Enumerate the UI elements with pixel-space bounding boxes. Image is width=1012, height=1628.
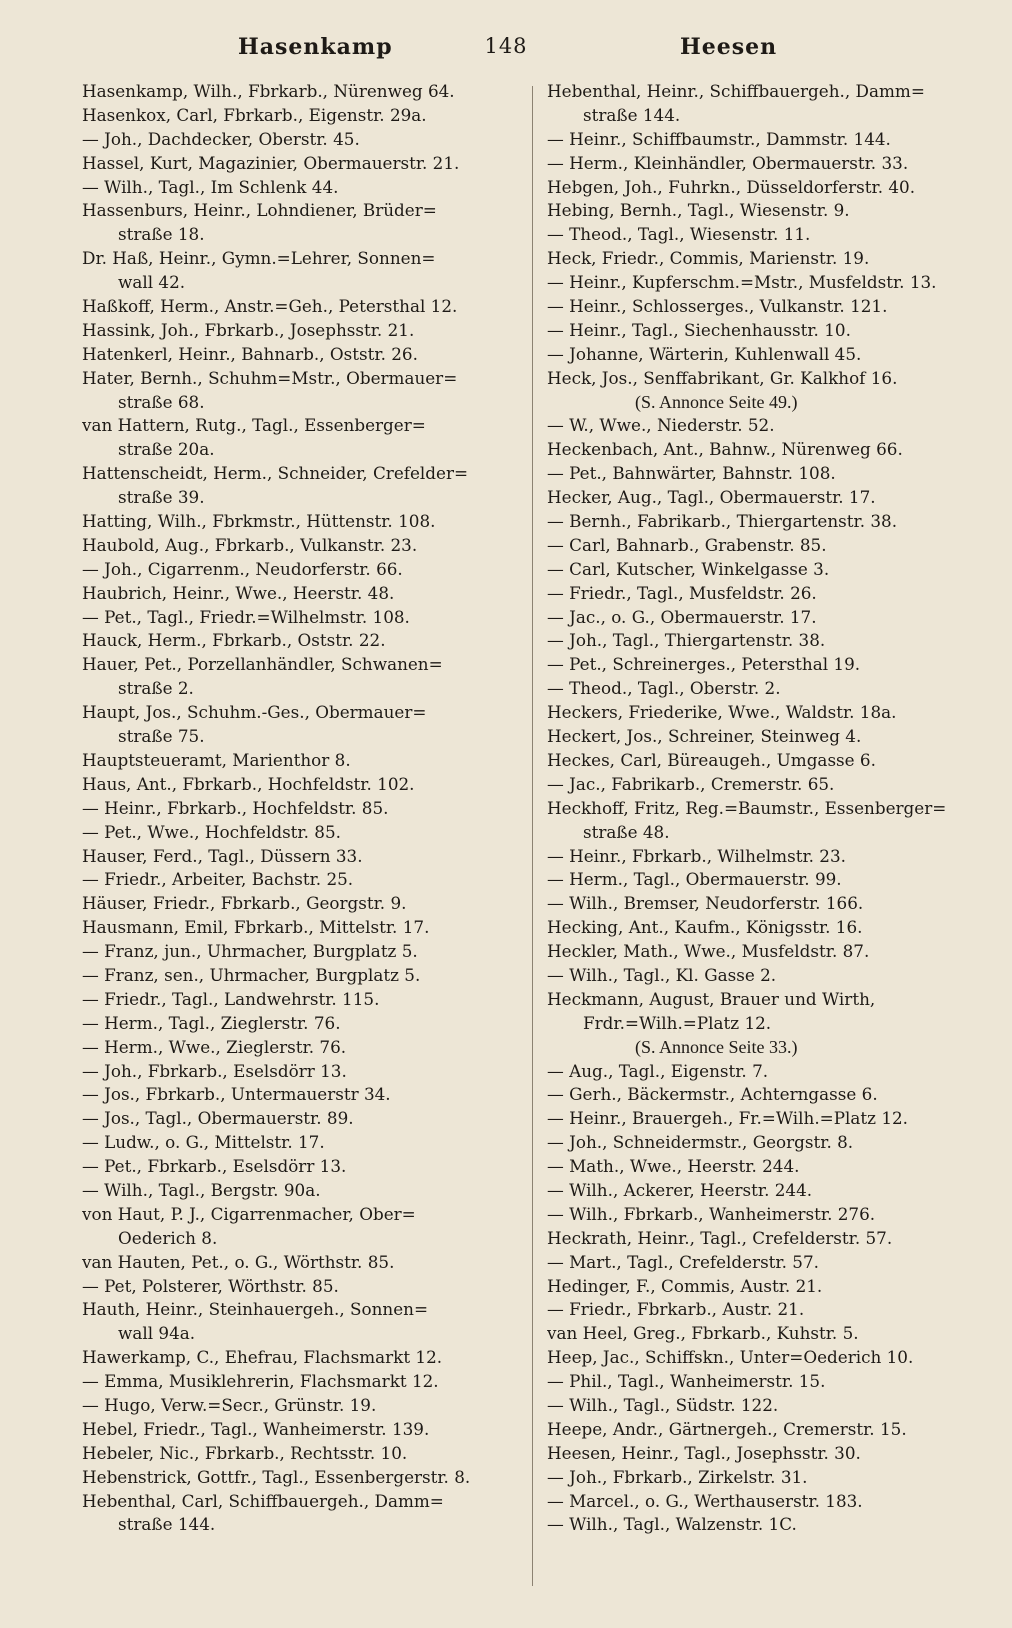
directory-entry: von Haut, P. J., Cigarrenmacher, Ober=	[82, 1203, 416, 1224]
directory-entry: Heckrath, Heinr., Tagl., Crefelderstr. 57.	[547, 1227, 893, 1248]
directory-entry: Heepe, Andr., Gärtnergeh., Cremerstr. 15.	[547, 1418, 907, 1439]
directory-entry: — Wilh., Bremser, Neudorferstr. 166.	[547, 893, 864, 914]
directory-entry: — Jos., Fbrkarb., Untermauerstr 34.	[82, 1084, 391, 1105]
directory-entry: Heckert, Jos., Schreiner, Steinweg 4.	[547, 726, 862, 747]
entry-continuation: straße 68.	[118, 391, 205, 412]
directory-entry: — Ludw., o. G., Mittelstr. 17.	[82, 1132, 325, 1153]
directory-entry: — Wilh., Ackerer, Heerstr. 244.	[547, 1179, 813, 1200]
directory-entry: — Heinr., Schlosserges., Vulkanstr. 121.	[547, 296, 888, 317]
directory-entry: — Johanne, Wärterin, Kuhlenwall 45.	[547, 343, 862, 364]
directory-entry: — Carl, Bahnarb., Grabenstr. 85.	[547, 534, 827, 555]
directory-entry: — Emma, Musiklehrerin, Flachsmarkt 12.	[82, 1371, 439, 1392]
directory-entry: Heckmann, August, Brauer und Wirth,	[547, 988, 876, 1009]
directory-entry: — Joh., Tagl., Thiergartenstr. 38.	[547, 630, 826, 651]
directory-entry: — Joh., Schneidermstr., Georgstr. 8.	[547, 1132, 854, 1153]
right-column	[547, 80, 977, 1600]
directory-entry: Heckhoff, Fritz, Reg.=Baumstr., Essenberger=	[547, 797, 947, 818]
directory-entry: — Mart., Tagl., Crefelderstr. 57.	[547, 1251, 819, 1272]
directory-entry: — Heinr., Brauergeh., Fr.=Wilh.=Platz 12.	[547, 1108, 909, 1129]
directory-entry: — Jac., o. G., Obermauerstr. 17.	[547, 606, 817, 627]
directory-entry: — Bernh., Fabrikarb., Thiergartenstr. 38.	[547, 511, 898, 532]
directory-entry: Haubold, Aug., Fbrkarb., Vulkanstr. 23.	[82, 534, 418, 555]
directory-entry: Hebenthal, Carl, Schiffbauergeh., Damm=	[82, 1490, 444, 1511]
entry-continuation: straße 48.	[583, 821, 670, 842]
directory-entry: — Joh., Cigarrenm., Neudorferstr. 66.	[82, 558, 403, 579]
directory-entry: — Wilh., Tagl., Im Schlenk 44.	[82, 176, 339, 197]
directory-entry: Dr. Haß, Heinr., Gymn.=Lehrer, Sonnen=	[82, 248, 436, 269]
directory-entry: Hausmann, Emil, Fbrkarb., Mittelstr. 17.	[82, 917, 430, 938]
directory-entry: Hassink, Joh., Fbrkarb., Josephsstr. 21.	[82, 319, 415, 340]
directory-entry: — Friedr., Tagl., Landwehrstr. 115.	[82, 988, 380, 1009]
directory-entry: — Franz, sen., Uhrmacher, Burgplatz 5.	[82, 964, 421, 985]
directory-entry: Hebgen, Joh., Fuhrkn., Düsseldorferstr. 40.	[547, 176, 916, 197]
directory-entry: Heckler, Math., Wwe., Musfeldstr. 87.	[547, 941, 870, 962]
directory-entry: van Heel, Greg., Fbrkarb., Kuhstr. 5.	[547, 1323, 859, 1344]
directory-entry: — Pet., Fbrkarb., Eselsdörr 13.	[82, 1156, 347, 1177]
directory-entry: — Heinr., Tagl., Siechenhausstr. 10.	[547, 319, 851, 340]
left-column	[82, 80, 512, 1600]
page-number: 148	[484, 34, 528, 58]
entry-continuation: straße 144.	[118, 1514, 216, 1535]
directory-entry: Haupt, Jos., Schuhm.-Ges., Obermauer=	[82, 702, 427, 723]
directory-entry: — Pet., Bahnwärter, Bahnstr. 108.	[547, 463, 836, 484]
directory-entry: — Friedr., Fbrkarb., Austr. 21.	[547, 1299, 805, 1320]
directory-entry: — Theod., Tagl., Oberstr. 2.	[547, 678, 781, 699]
directory-entry: Heckers, Friederike, Wwe., Waldstr. 18a.	[547, 702, 897, 723]
column-divider	[532, 86, 533, 1586]
directory-entry: Hauck, Herm., Fbrkarb., Oststr. 22.	[82, 630, 386, 651]
entry-continuation: straße 39.	[118, 487, 205, 508]
directory-entry: Hebeler, Nic., Fbrkarb., Rechtsstr. 10.	[82, 1442, 408, 1463]
directory-entry: van Hauten, Pet., o. G., Wörthstr. 85.	[82, 1251, 395, 1272]
entry-continuation: wall 94a.	[118, 1323, 196, 1344]
directory-entry: — Joh., Fbrkarb., Eselsdörr 13.	[82, 1060, 347, 1081]
directory-entry: Hasenkamp, Wilh., Fbrkarb., Nürenweg 64.	[82, 81, 455, 101]
directory-entry: Hawerkamp, C., Ehefrau, Flachsmarkt 12.	[82, 1347, 443, 1368]
directory-entry: Hasenkox, Carl, Fbrkarb., Eigenstr. 29a.	[82, 104, 427, 125]
directory-entry: — Carl, Kutscher, Winkelgasse 3.	[547, 558, 830, 579]
directory-entry: — Joh., Fbrkarb., Zirkelstr. 31.	[547, 1466, 808, 1487]
entry-continuation: straße 18.	[118, 224, 205, 245]
directory-entry: — Herm., Kleinhändler, Obermauerstr. 33.	[547, 152, 909, 173]
directory-entry: Hater, Bernh., Schuhm=Mstr., Obermauer=	[82, 367, 458, 388]
directory-entry: — Wilh., Tagl., Südstr. 122.	[547, 1394, 779, 1415]
directory-entry: — Pet., Tagl., Friedr.=Wilhelmstr. 108.	[82, 606, 410, 627]
header-right-name: Heesen	[680, 34, 778, 60]
directory-entry: — Pet., Wwe., Hochfeldstr. 85.	[82, 821, 341, 842]
directory-entry: Hassel, Kurt, Magazinier, Obermauerstr. 21.	[82, 152, 460, 173]
directory-entry: — Pet., Schreinerges., Petersthal 19.	[547, 654, 861, 675]
directory-entry: Haßkoff, Herm., Anstr.=Geh., Petersthal 12.	[82, 296, 458, 317]
directory-entry: — Franz, jun., Uhrmacher, Burgplatz 5.	[82, 941, 418, 962]
directory-entry: — Herm., Tagl., Obermauerstr. 99.	[547, 869, 842, 890]
directory-entry: Heep, Jac., Schiffskn., Unter=Oederich 10.	[547, 1347, 914, 1368]
directory-entry: — Heinr., Kupferschm.=Mstr., Musfeldstr. 13.	[547, 272, 937, 293]
directory-entry: — Theod., Tagl., Wiesenstr. 11.	[547, 224, 811, 245]
directory-entry: — Heinr., Fbrkarb., Wilhelmstr. 23.	[547, 845, 846, 866]
directory-entry: Hebel, Friedr., Tagl., Wanheimerstr. 139.	[82, 1418, 430, 1439]
directory-entry: Hassenburs, Heinr., Lohndiener, Brüder=	[82, 200, 437, 221]
directory-entry: — Pet, Polsterer, Wörthstr. 85.	[82, 1275, 339, 1296]
directory-entry: — Heinr., Fbrkarb., Hochfeldstr. 85.	[82, 797, 389, 818]
directory-entry: Hauser, Ferd., Tagl., Düssern 33.	[82, 845, 363, 866]
directory-entry: Hecker, Aug., Tagl., Obermauerstr. 17.	[547, 487, 876, 508]
directory-entry: — Herm., Wwe., Zieglerstr. 76.	[82, 1036, 347, 1057]
directory-entry: Hebing, Bernh., Tagl., Wiesenstr. 9.	[547, 200, 850, 221]
directory-entry: — W., Wwe., Niederstr. 52.	[547, 415, 775, 436]
directory-entry: — Joh., Dachdecker, Oberstr. 45.	[82, 128, 360, 149]
annonce-reference: (S. Annonce Seite 49.)	[635, 391, 798, 412]
entry-continuation: straße 20a.	[118, 439, 215, 460]
directory-entry: Heck, Friedr., Commis, Marienstr. 19.	[547, 248, 870, 269]
directory-entry: — Wilh., Tagl., Bergstr. 90a.	[82, 1179, 321, 1200]
directory-entry: — Wilh., Tagl., Kl. Gasse 2.	[547, 964, 777, 985]
directory-entry: — Wilh., Fbrkarb., Wanheimerstr. 276.	[547, 1203, 876, 1224]
directory-entry: Hatting, Wilh., Fbrkmstr., Hüttenstr. 108.	[82, 511, 436, 532]
directory-entry: Heesen, Heinr., Tagl., Josephsstr. 30.	[547, 1442, 861, 1463]
directory-entry: — Hugo, Verw.=Secr., Grünstr. 19.	[82, 1394, 377, 1415]
directory-entry: Hattenscheidt, Herm., Schneider, Crefelder=	[82, 463, 469, 484]
directory-entry: Hauer, Pet., Porzellanhändler, Schwanen=	[82, 654, 443, 675]
directory-entry: Heck, Jos., Senffabrikant, Gr. Kalkhof 16.	[547, 367, 898, 388]
directory-entry: — Gerh., Bäckermstr., Achterngasse 6.	[547, 1084, 878, 1105]
directory-entry: — Aug., Tagl., Eigenstr. 7.	[547, 1060, 769, 1081]
running-header	[0, 34, 1012, 68]
directory-entry: — Marcel., o. G., Werthauserstr. 183.	[547, 1490, 863, 1511]
directory-entry: Hedinger, F., Commis, Austr. 21.	[547, 1275, 823, 1296]
directory-entry: — Wilh., Tagl., Walzenstr. 1C.	[547, 1514, 797, 1535]
directory-entry: Hebenthal, Heinr., Schiffbauergeh., Damm=	[547, 81, 925, 101]
entry-continuation: Frdr.=Wilh.=Platz 12.	[583, 1012, 772, 1033]
directory-entry: Hauptsteueramt, Marienthor 8.	[82, 749, 351, 770]
directory-entry: — Jac., Fabrikarb., Cremerstr. 65.	[547, 773, 835, 794]
directory-entry: Heckenbach, Ant., Bahnw., Nürenweg 66.	[547, 439, 903, 460]
entry-continuation: straße 144.	[583, 104, 681, 125]
directory-entry: Heckes, Carl, Büreaugeh., Umgasse 6.	[547, 749, 876, 770]
header-left-name: Hasenkamp	[238, 34, 393, 60]
directory-entry: — Friedr., Arbeiter, Bachstr. 25.	[82, 869, 354, 890]
directory-entry: Hatenkerl, Heinr., Bahnarb., Oststr. 26.	[82, 343, 418, 364]
directory-entry: — Herm., Tagl., Zieglerstr. 76.	[82, 1012, 341, 1033]
annonce-reference: (S. Annonce Seite 33.)	[635, 1036, 798, 1057]
directory-entry: Hauth, Heinr., Steinhauergeh., Sonnen=	[82, 1299, 429, 1320]
entry-continuation: straße 75.	[118, 726, 205, 747]
directory-entry: — Heinr., Schiffbaumstr., Dammstr. 144.	[547, 128, 891, 149]
entry-continuation: straße 2.	[118, 678, 194, 699]
directory-entry: Häuser, Friedr., Fbrkarb., Georgstr. 9.	[82, 893, 407, 914]
directory-entry: van Hattern, Rutg., Tagl., Essenberger=	[82, 415, 426, 436]
directory-entry: — Math., Wwe., Heerstr. 244.	[547, 1156, 800, 1177]
directory-entry: Haus, Ant., Fbrkarb., Hochfeldstr. 102.	[82, 773, 415, 794]
directory-entry: — Phil., Tagl., Wanheimerstr. 15.	[547, 1371, 826, 1392]
entry-continuation: wall 42.	[118, 272, 186, 293]
directory-entry: Hecking, Ant., Kaufm., Königsstr. 16.	[547, 917, 863, 938]
directory-entry: Haubrich, Heinr., Wwe., Heerstr. 48.	[82, 582, 395, 603]
entry-continuation: Oederich 8.	[118, 1227, 218, 1248]
directory-entry: — Friedr., Tagl., Musfeldstr. 26.	[547, 582, 817, 603]
directory-entry: — Jos., Tagl., Obermauerstr. 89.	[82, 1108, 354, 1129]
directory-entry: Hebenstrick, Gottfr., Tagl., Essenbergerstr. 8.	[82, 1466, 471, 1487]
